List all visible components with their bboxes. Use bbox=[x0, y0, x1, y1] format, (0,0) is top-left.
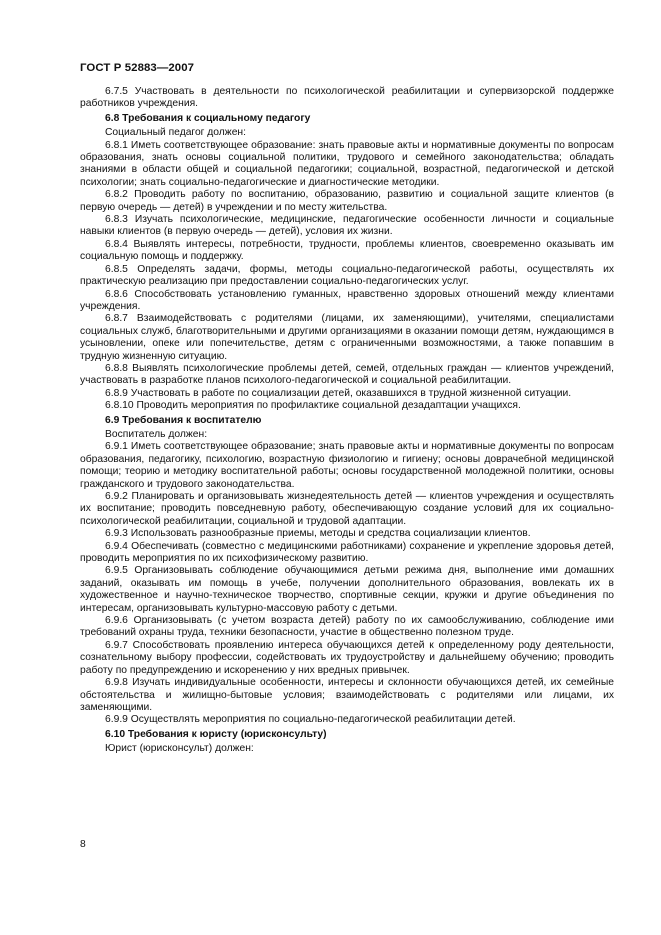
paragraph-6-8-8: 6.8.8 Выявлять психологические проблемы детей, семей, отдельных граждан — клиентов учреждений, участвовать в разработке планов психолого-педагогической и социальной реабилитации. bbox=[80, 362, 614, 387]
paragraph-6-8-10: 6.8.10 Проводить мероприятия по профилактике социальной дезадаптации учащихся. bbox=[105, 400, 521, 412]
paragraph-6-9-1: 6.9.1 Иметь соответствующее образование; знать правовые акты и нормативные документы по вопросам образования, педагогику, психологию, возрастную физиологию и гигиену; основы доврачебной медицинской помощи; теорию и методику воспитательной работы; основы государственной молодежной политики, основы гражданского и трудового законодательства. bbox=[80, 441, 614, 490]
paragraph-6-8-5: 6.8.5 Определять задачи, формы, методы социально-педагогической работы, осуществлять их практическую реализацию при предоставлении социально-педагогических услуг. bbox=[80, 263, 614, 288]
page-number: 8 bbox=[80, 839, 86, 850]
paragraph-6-9-intro: Воспитатель должен: bbox=[105, 428, 208, 440]
document-body bbox=[80, 86, 614, 756]
paragraph-6-9-4: 6.9.4 Обеспечивать (совместно с медицинскими работниками) сохранение и укрепление здоровья детей, проводить мероприятия по их психофизическому развитию. bbox=[80, 540, 614, 565]
paragraph-6-8-7: 6.8.7 Взаимодействовать с родителями (лицами, их заменяющими), учителями, специалистами социальных служб, благотворительными и другими организациями в оказании помощи детям, нуждающимся в усыновлении, опеке или попечительстве, детям с ограниченными возможностями, а также попавшим в трудную жизненную ситуацию. bbox=[80, 313, 614, 362]
section-heading-6-10: 6.10 Требования к юристу (юрисконсульту) bbox=[105, 728, 327, 740]
paragraph-6-7-5: 6.7.5 Участвовать в деятельности по психологической реабилитации и супервизорской поддержке работников учреждения. bbox=[80, 86, 614, 110]
paragraph-6-8-1: 6.8.1 Иметь соответствующее образование: знать правовые акты и нормативные документы по вопросам образования, знать основы социальной политики, трудового и семейного законодательства; обладать знаниями в области общей и социальной педагогики; социальной, возрастной, педагогической и детской психологии; знать социально-педагогические и диагностические методики. bbox=[80, 139, 614, 188]
paragraph-6-10-intro: Юрист (юрисконсульт) должен: bbox=[105, 743, 254, 755]
paragraph-6-9-2: 6.9.2 Планировать и организовывать жизнедеятельность детей — клиентов учреждения и осуществлять их воспитание; проводить повседневную работу, обеспечивающую создание условий для их социально-психологической реабилитации, социальной и трудовой адаптации. bbox=[80, 491, 614, 527]
document-header: ГОСТ Р 52883—2007 bbox=[80, 62, 195, 74]
paragraph-6-9-7: 6.9.7 Способствовать проявлению интереса обучающихся детей к определенному роду деятельности, сознательному выбору профессии, содействовать их трудоустройству и дальнейшему обучению; проводить работу по предупреждению и искоренению у них вредных привычек. bbox=[80, 639, 614, 676]
section-heading-6-8: 6.8 Требования к социальному педагогу bbox=[105, 112, 311, 124]
paragraph-6-8-4: 6.8.4 Выявлять интересы, потребности, трудности, проблемы клиентов, своевременно оказывать им социальную помощь и поддержку. bbox=[80, 238, 614, 263]
paragraph-6-9-5: 6.9.5 Организовывать соблюдение обучающимися детьми режима дня, выполнение ими домашних заданий, оказывать им помощь в учебе, получении дополнительного образования, вовлекать их в художественное и научно-техническое творчество, спортивные секции, кружки и другие объединения по интересам, организовывать культурно-массовую работу с детьми. bbox=[80, 565, 614, 614]
paragraph-6-8-2: 6.8.2 Проводить работу по воспитанию, образованию, развитию и социальной защите клиентов (в первую очередь — детей) в учреждении и по месту жительства. bbox=[80, 189, 614, 213]
section-heading-6-9: 6.9 Требования к воспитателю bbox=[105, 414, 262, 426]
paragraph-6-9-3: 6.9.3 Использовать разнообразные приемы, методы и средства социализации клиентов. bbox=[105, 528, 531, 540]
paragraph-6-8-6: 6.8.6 Способствовать установлению гуманных, нравственно здоровых отношений между клиентами учреждения. bbox=[80, 288, 614, 312]
paragraph-6-8-9: 6.8.9 Участвовать в работе по социализации детей, оказавшихся в трудной жизненной ситуации. bbox=[105, 387, 572, 399]
paragraph-6-8-intro: Социальный педагог должен: bbox=[105, 127, 246, 139]
paragraph-6-9-8: 6.9.8 Изучать индивидуальные особенности, интересы и склонности обучающихся детей, их семейные обстоятельства и жилищно-бытовые условия; взаимодействовать с родителями или лицами, их заменяющими. bbox=[80, 677, 614, 713]
paragraph-6-9-9: 6.9.9 Осуществлять мероприятия по социально-педагогической реабилитации детей. bbox=[105, 714, 516, 726]
paragraph-6-8-3: 6.8.3 Изучать психологические, медицинские, педагогические особенности личности и социальные навыки клиентов (в первую очередь — детей), условия их жизни. bbox=[80, 214, 614, 238]
paragraph-6-9-6: 6.9.6 Организовывать (с учетом возраста детей) работу по их самообслуживанию, соблюдение ими требований охраны труда, техники безопасности, участие в общественно полезном труде. bbox=[80, 615, 614, 639]
